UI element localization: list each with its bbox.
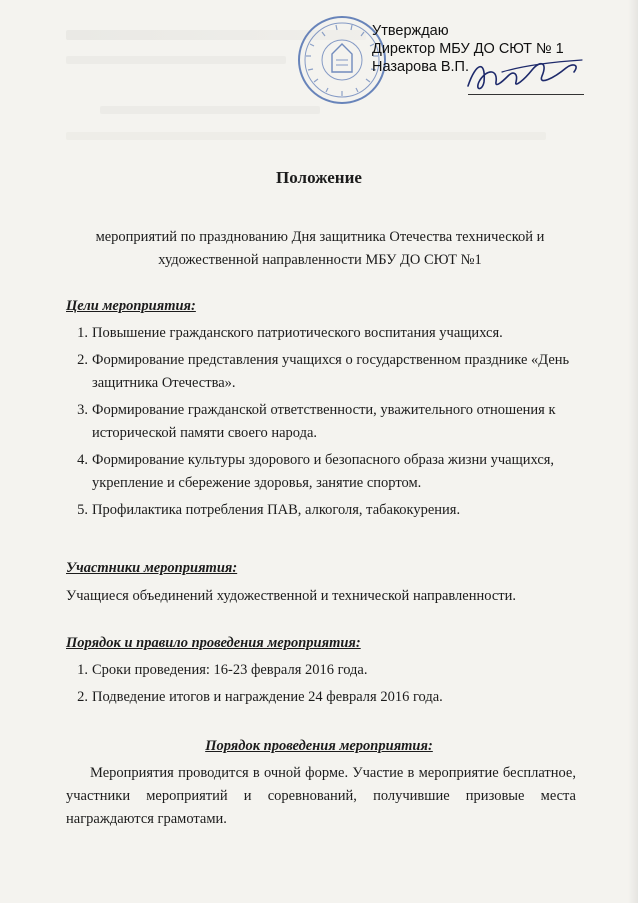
procedure-heading [0, 738, 638, 755]
goals-heading-text: Цели мероприятия: [66, 298, 196, 314]
list-item [66, 686, 578, 709]
list-item [66, 349, 578, 395]
bleed-through-shadow [100, 106, 320, 114]
rules-list [66, 659, 578, 713]
list-item-number: 5. [77, 502, 88, 518]
list-item [66, 449, 578, 495]
list-item [66, 499, 578, 522]
list-item-number: 4. [77, 452, 88, 468]
document-subtitle: мероприятий по празднованию Дня защитника Отечества технической и художественной направленности МБУ ДО СЮТ №1 [95, 229, 545, 268]
list-item-number: 1. [77, 662, 88, 678]
goals-list [66, 322, 578, 526]
goals-heading [66, 298, 196, 315]
list-item-text: Подведение итогов и награждение 24 февраля 2016 года. [92, 689, 443, 705]
list-item-text: Формирование гражданской ответственности, уважительного отношения к исторической памяти своего народа. [92, 402, 556, 441]
list-item [66, 322, 578, 345]
bleed-through-shadow [66, 132, 546, 140]
participants-heading-text: Участники мероприятия: [66, 560, 238, 576]
list-item-number: 1. [77, 325, 88, 341]
list-item-text: Повышение гражданского патриотического воспитания учащихся. [92, 325, 503, 341]
approval-line-name: Назарова В.П. [372, 59, 469, 75]
list-item [66, 659, 578, 682]
approval-line-approve: Утверждаю [372, 23, 449, 39]
handwritten-signature-icon [462, 52, 586, 98]
approval-line-position: Директор МБУ ДО СЮТ № 1 [372, 41, 564, 57]
participants-heading [66, 560, 237, 577]
list-item-text: Формирование культуры здорового и безопасного образа жизни учащихся, укрепление и сбережение здоровья, занятие спортом. [92, 452, 555, 491]
list-item-text: Профилактика потребления ПАВ, алкоголя, табакокурения. [92, 502, 461, 518]
list-item-number: 3. [77, 402, 88, 418]
bleed-through-shadow [66, 56, 286, 64]
participants-text: Учащиеся объединений художественной и технической направленности. [66, 588, 517, 604]
list-item-number: 2. [77, 352, 88, 368]
scan-edge-shadow [628, 0, 638, 903]
list-item-number: 2. [77, 689, 88, 705]
rules-heading [66, 635, 361, 652]
rules-heading-text: Порядок и правило проведения мероприятия: [66, 635, 361, 651]
procedure-text: Мероприятия проводится в очной форме. Участие в мероприятие бесплатное, участники мероприятий и соревнований, получившие призовые места награждаются грамотами. [66, 765, 576, 827]
procedure-heading-text: Порядок проведения мероприятия: [205, 738, 433, 754]
list-item-text: Формирование представления учащихся о государственном празднике «День защитника Отечества». [92, 352, 570, 391]
document-title: Положение [276, 168, 362, 187]
list-item [66, 399, 578, 445]
list-item-text: Сроки проведения: 16-23 февраля 2016 года. [92, 662, 368, 678]
